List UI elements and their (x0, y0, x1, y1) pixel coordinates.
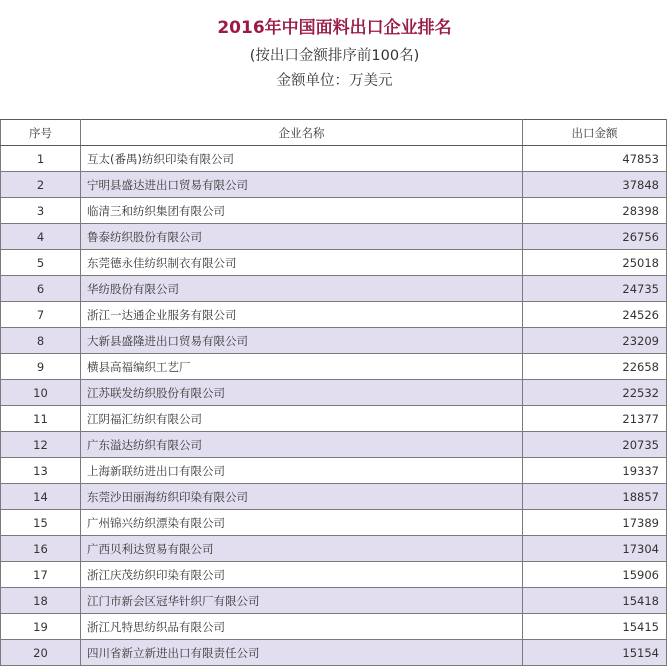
company-name-cell: 江门市新会区冠华针织厂有限公司 (81, 588, 523, 614)
export-amount-cell: 21377 (523, 406, 667, 432)
table-row (1, 406, 667, 432)
company-name-cell: 东莞德永佳纺织制衣有限公司 (81, 250, 523, 276)
company-name-cell: 临清三和纺织集团有限公司 (81, 198, 523, 224)
table-row (1, 588, 667, 614)
company-name-cell: 浙江一达通企业服务有限公司 (81, 302, 523, 328)
rank-cell: 7 (1, 302, 81, 328)
company-name-cell: 大新县盛隆进出口贸易有限公司 (81, 328, 523, 354)
table-row (1, 510, 667, 536)
report-header (0, 0, 669, 119)
rank-cell: 14 (1, 484, 81, 510)
table-row (1, 640, 667, 666)
company-name-cell: 横县高福编织工艺厂 (81, 354, 523, 380)
company-name-cell: 四川省新立新进出口有限责任公司 (81, 640, 523, 666)
export-amount-cell: 22658 (523, 354, 667, 380)
table-row (1, 458, 667, 484)
export-amount-cell: 15418 (523, 588, 667, 614)
rank-cell: 9 (1, 354, 81, 380)
table-row (1, 536, 667, 562)
rank-cell: 1 (1, 146, 81, 172)
column-header-amount: 出口金额 (523, 120, 667, 146)
rank-cell: 11 (1, 406, 81, 432)
table-row (1, 172, 667, 198)
column-header-company: 企业名称 (81, 120, 523, 146)
company-name-cell: 浙江凡特思纺织品有限公司 (81, 614, 523, 640)
company-name-cell: 江阴福汇纺织有限公司 (81, 406, 523, 432)
table-header-row (1, 120, 667, 146)
table-row (1, 146, 667, 172)
export-amount-cell: 18857 (523, 484, 667, 510)
column-header-rank: 序号 (1, 120, 81, 146)
rank-cell: 6 (1, 276, 81, 302)
export-amount-cell: 15906 (523, 562, 667, 588)
table-row (1, 276, 667, 302)
table-row (1, 250, 667, 276)
export-amount-cell: 24735 (523, 276, 667, 302)
table-row (1, 224, 667, 250)
table-row (1, 302, 667, 328)
export-amount-cell: 17389 (523, 510, 667, 536)
company-name-cell: 广州锦兴纺织漂染有限公司 (81, 510, 523, 536)
export-amount-cell: 15154 (523, 640, 667, 666)
page-title: 2016年中国面料出口企业排名 (217, 18, 452, 38)
ranking-table (0, 119, 667, 666)
export-amount-cell: 37848 (523, 172, 667, 198)
rank-cell: 15 (1, 510, 81, 536)
export-amount-cell: 26756 (523, 224, 667, 250)
export-amount-cell: 23209 (523, 328, 667, 354)
export-amount-cell: 15415 (523, 614, 667, 640)
export-amount-cell: 47853 (523, 146, 667, 172)
export-amount-cell: 25018 (523, 250, 667, 276)
rank-cell: 18 (1, 588, 81, 614)
page-subtitle: (按出口金额排序前100名) (249, 48, 420, 64)
rank-cell: 17 (1, 562, 81, 588)
rank-cell: 13 (1, 458, 81, 484)
rank-cell: 16 (1, 536, 81, 562)
company-name-cell: 广东溢达纺织有限公司 (81, 432, 523, 458)
company-name-cell: 互太(番禺)纺织印染有限公司 (81, 146, 523, 172)
rank-cell: 12 (1, 432, 81, 458)
table-row (1, 562, 667, 588)
company-name-cell: 东莞沙田丽海纺织印染有限公司 (81, 484, 523, 510)
table-row (1, 198, 667, 224)
table-row (1, 328, 667, 354)
export-amount-cell: 19337 (523, 458, 667, 484)
rank-cell: 19 (1, 614, 81, 640)
table-row (1, 432, 667, 458)
rank-cell: 10 (1, 380, 81, 406)
export-amount-cell: 28398 (523, 198, 667, 224)
export-amount-cell: 22532 (523, 380, 667, 406)
unit-note: 金额单位：万美元 (276, 73, 393, 89)
table-row (1, 484, 667, 510)
rank-cell: 8 (1, 328, 81, 354)
company-name-cell: 鲁泰纺织股份有限公司 (81, 224, 523, 250)
export-amount-cell: 24526 (523, 302, 667, 328)
company-name-cell: 浙江庆茂纺织印染有限公司 (81, 562, 523, 588)
table-row (1, 614, 667, 640)
rank-cell: 5 (1, 250, 81, 276)
rank-cell: 3 (1, 198, 81, 224)
table-row (1, 354, 667, 380)
table-row (1, 380, 667, 406)
company-name-cell: 广西贝利达贸易有限公司 (81, 536, 523, 562)
company-name-cell: 宁明县盛达进出口贸易有限公司 (81, 172, 523, 198)
export-amount-cell: 17304 (523, 536, 667, 562)
rank-cell: 2 (1, 172, 81, 198)
company-name-cell: 上海新联纺进出口有限公司 (81, 458, 523, 484)
export-amount-cell: 20735 (523, 432, 667, 458)
company-name-cell: 江苏联发纺织股份有限公司 (81, 380, 523, 406)
company-name-cell: 华纺股份有限公司 (81, 276, 523, 302)
table-body (1, 146, 667, 666)
rank-cell: 20 (1, 640, 81, 666)
rank-cell: 4 (1, 224, 81, 250)
